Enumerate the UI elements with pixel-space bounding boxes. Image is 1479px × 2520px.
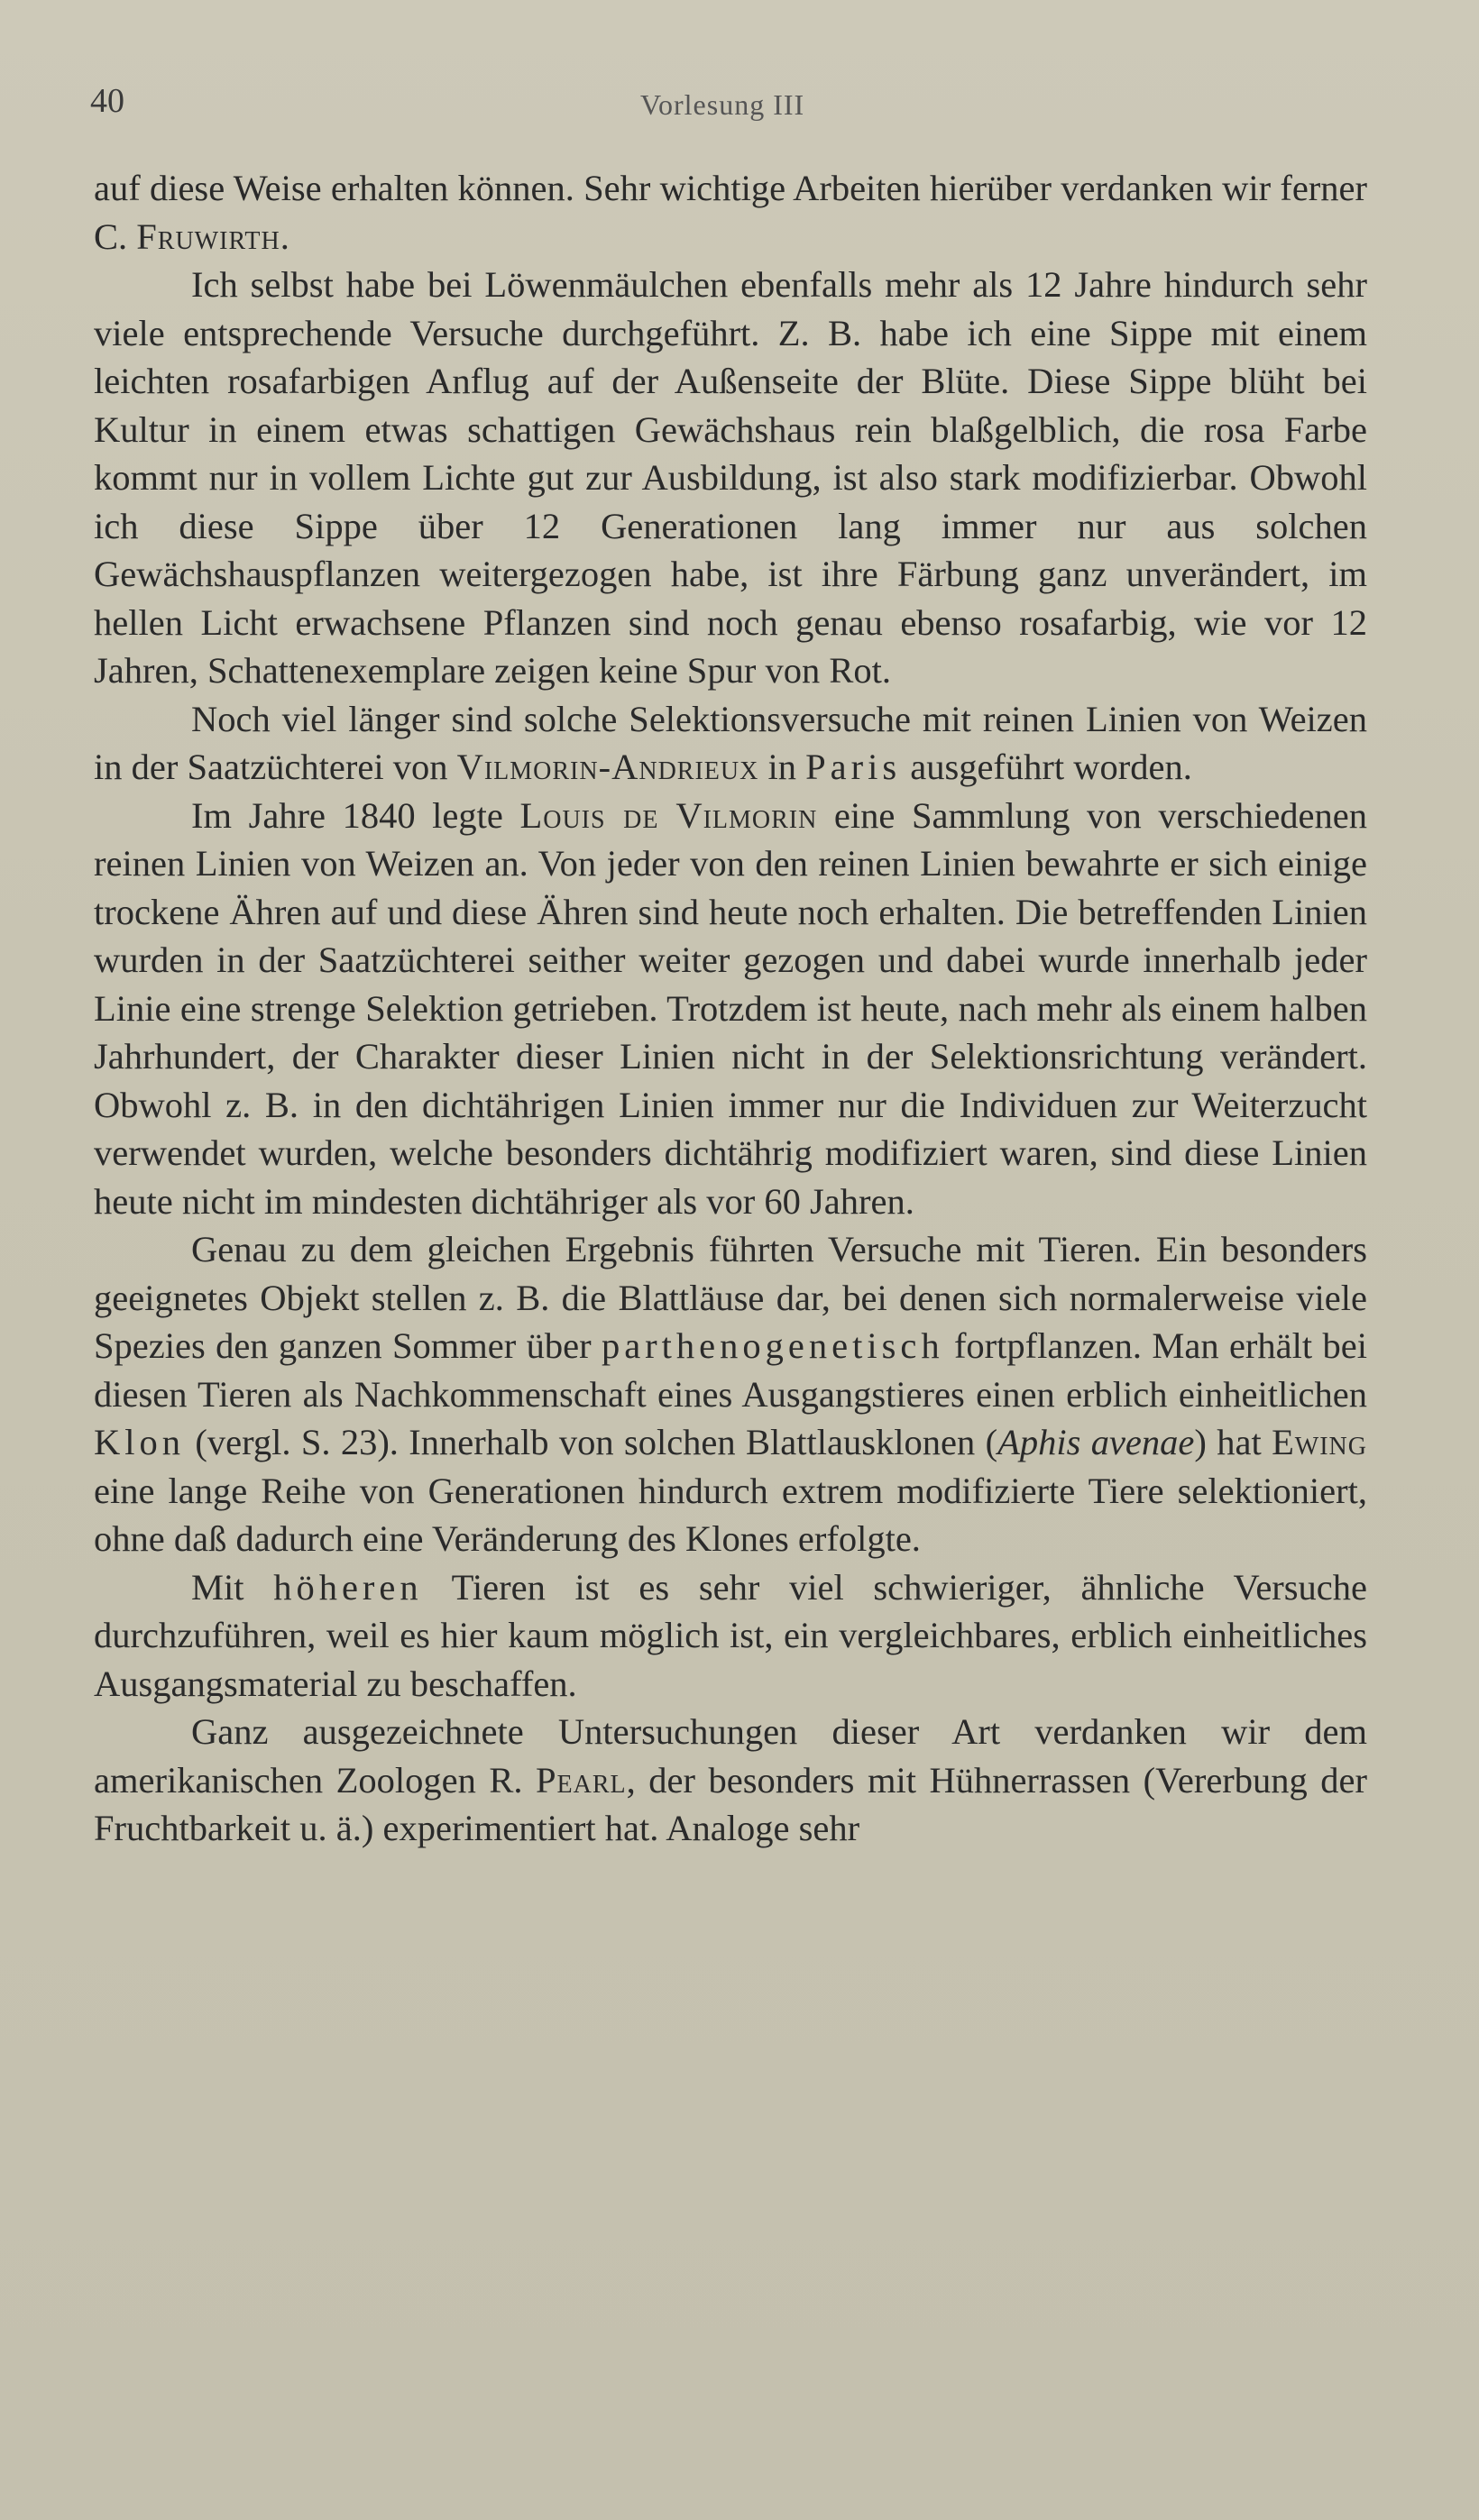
paragraph-5-text-e: eine lange Reihe von Generationen hindurch extrem modifizierte Tiere selektioniert, ohne daß dadurch eine Veränderung des Klones erfolgte. xyxy=(94,1470,1367,1559)
paragraph-5-text-a: Genau zu dem gleichen Ergebnis führten Versuche mit Tieren. Ein besonders geeignetes Objekt stellen z. B. die Blattläuse dar, bei denen sich normalerweise viele Spezies den ganzen Sommer über xyxy=(94,1229,1367,1366)
emphasis-parthenogenetisch: parthenogenetisch xyxy=(601,1325,944,1366)
paragraph-6 xyxy=(94,1563,1367,1709)
species-name-aphis-avenae: Aphis avenae xyxy=(997,1422,1195,1462)
paragraph-7 xyxy=(94,1708,1367,1853)
paragraph-3-text-b: in xyxy=(758,747,806,787)
author-name-ewing: Ewing xyxy=(1272,1422,1367,1462)
paragraph-7-text-b: , der besonders mit Hühnerrassen (Vererbung der Fruchtbarkeit u. ä.) experimentiert hat. Analoge sehr xyxy=(94,1759,1367,1848)
paragraph-3 xyxy=(94,695,1367,792)
paragraph-1-text-a: auf diese Weise erhalten können. Sehr wichtige Arbeiten hierüber verdanken wir ferner C. xyxy=(94,168,1367,257)
page-header xyxy=(90,81,1371,135)
paragraph-3-text-a: Noch viel länger sind solche Selektionsversuche mit reinen Linien von Weizen in der Saatzüchterei von xyxy=(94,698,1367,787)
paragraph-5-text-b: fortpflanzen. Man erhält bei diesen Tieren als Nachkommenschaft eines Ausgangstieres einen erblich einheitlichen xyxy=(94,1325,1367,1415)
paragraph-2: Ich selbst habe bei Löwenmäulchen ebenfalls mehr als 12 Jahre hindurch sehr viele entsprechende Versuche durchgeführt. Z. B. habe ich eine Sippe mit einem leichten rosafarbigen Anflug auf der Außenseite der Blüte. Diese Sippe blüht bei Kultur in einem etwas schattigen Gewächshaus rein blaßgelblich, die rosa Farbe kommt nur in vollem Lichte gut zur Ausbildung, ist also stark modifizierbar. Obwohl ich diese Sippe über 12 Generationen lang immer nur aus solchen Gewächshauspflanzen weitergezogen habe, ist ihre Färbung ganz unverändert, im hellen Licht erwachsene Pflanzen sind noch genau ebenso rosafarbig, wie vor 12 Jahren, Schattenexemplare zeigen keine Spur von Rot. xyxy=(94,264,1367,691)
paragraph-7-text-a: Ganz ausgezeichnete Untersuchungen dieser Art verdanken wir dem amerikanischen Zoologen R. xyxy=(94,1711,1367,1801)
paragraph-4-text-a: Im Jahre 1840 legte xyxy=(191,794,520,836)
body-text xyxy=(94,164,1367,1853)
paragraph-6-text-b: Tieren ist es sehr viel schwieriger, ähnliche Versuche durchzuführen, weil es hier kaum möglich ist, ein vergleichbares, erblich einheitliches Ausgangsmaterial zu beschaffen. xyxy=(94,1566,1367,1704)
place-paris: Paris xyxy=(805,747,902,787)
running-head: Vorlesung III xyxy=(640,88,805,121)
firm-name-vilmorin-andrieux: Vilmorin-Andrieux xyxy=(456,747,759,787)
paragraph-3-text-c: ausgeführt worden. xyxy=(901,747,1192,787)
paragraph-1-text-b: . xyxy=(280,215,289,257)
paragraph-6-text-a: Mit xyxy=(191,1566,274,1608)
author-name-pearl: Pearl xyxy=(536,1759,627,1801)
emphasis-hoeheren: höheren xyxy=(273,1566,423,1608)
paragraph-4-text-b: eine Sammlung von verschiedenen reinen Linien von Weizen an. Von jeder von den reinen Linien bewahrte er sich einige trockene Ähren auf und diese Ähren sind heute noch erhalten. Die betreffenden Linien wurden in der Saatzüchterei seither weiter gezogen und dabei wurde innerhalb jeder Linie eine strenge Selektion getrieben. Trotzdem ist heute, nach mehr als einem halben Jahrhundert, der Charakter dieser Linien nicht in der Selektionsrichtung verändert. Obwohl z. B. in den dichtährigen Linien immer nur die Individuen zur Weiterzucht verwendet wurden, welche besonders dichtährig modifiziert waren, sind diese Linien heute nicht im mindesten dichtähriger als vor 60 Jahren. xyxy=(94,794,1368,1222)
paragraph-5-text-d: ) hat xyxy=(1194,1422,1272,1462)
page-number: 40 xyxy=(90,82,124,120)
author-name-fruwirth: Fruwirth xyxy=(136,215,280,257)
paragraph-5-text-c: (vergl. S. 23). Innerhalb von solchen Blattlausklonen ( xyxy=(185,1422,998,1462)
emphasis-klon: Klon xyxy=(94,1422,185,1462)
paragraph-1 xyxy=(94,164,1367,261)
paragraph-4 xyxy=(94,792,1367,1226)
paragraph-5 xyxy=(94,1225,1367,1563)
person-name-louis-de-vilmorin: Louis de Vilmorin xyxy=(519,794,818,836)
